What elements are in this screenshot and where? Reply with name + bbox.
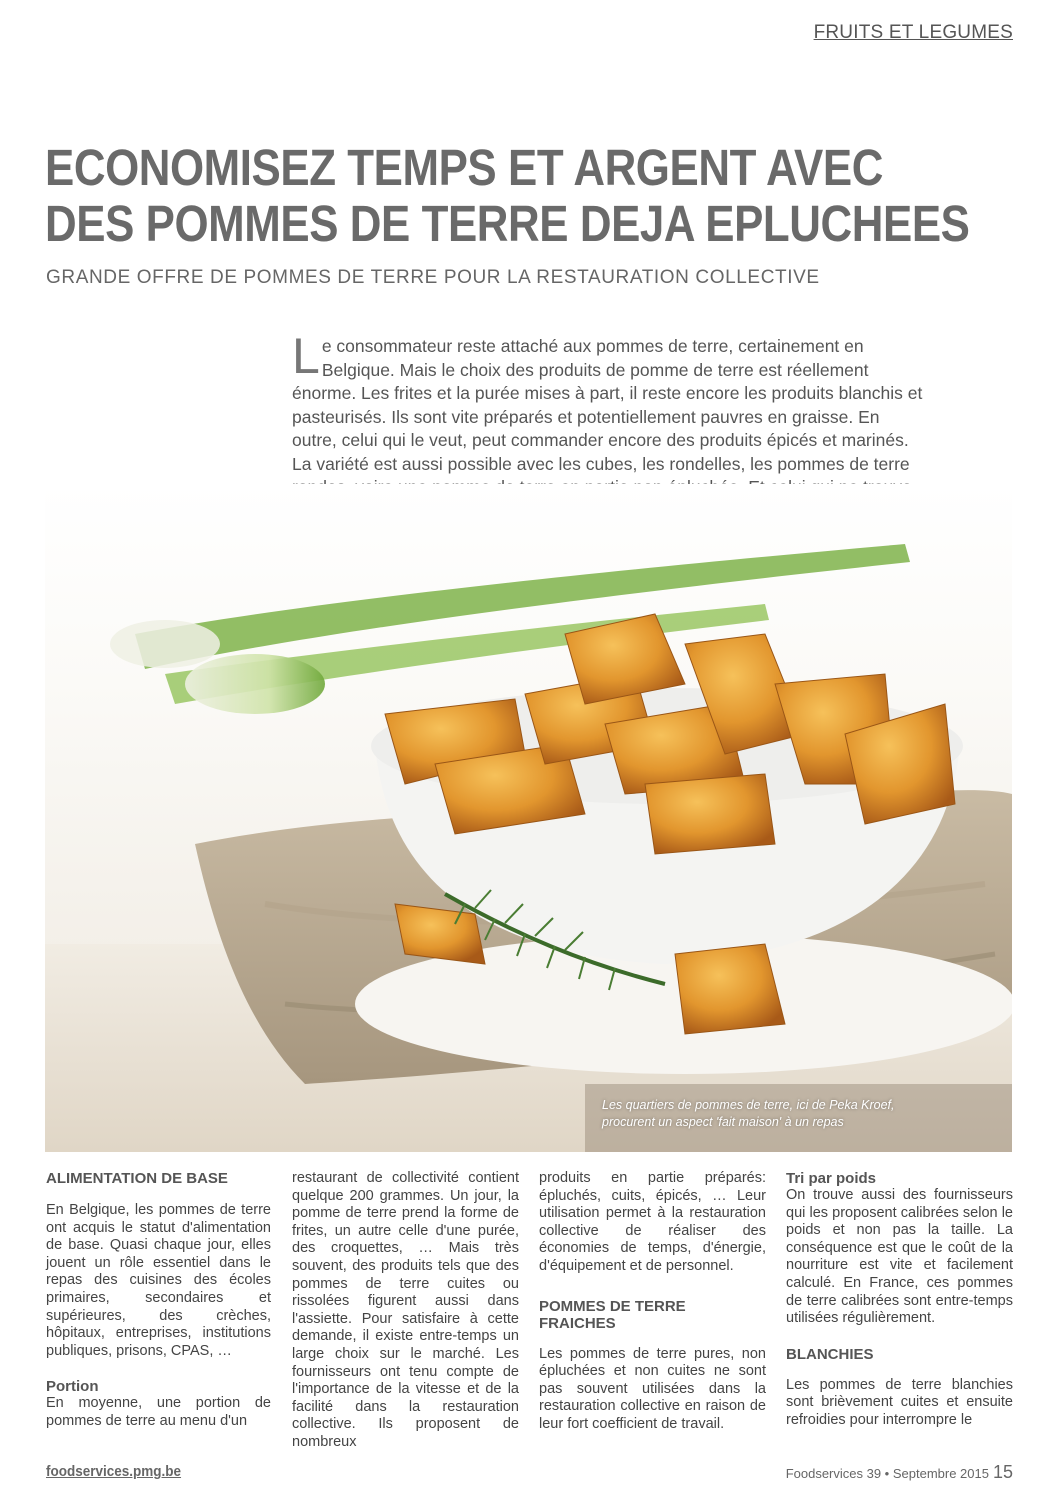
section-tag: FRUITS ET LEGUMES	[813, 22, 1013, 43]
page-number: 15	[992, 1462, 1013, 1482]
paragraph-blanchies: Les pommes de terre blanchies sont brièvement cuites et ensuite refroidies pour interrompre le	[786, 1376, 1013, 1428]
article-subtitle: GRANDE OFFRE DE POMMES DE TERRE POUR LA RESTAURATION COLLECTIVE	[46, 267, 820, 288]
heading-alimentation: ALIMENTATION DE BASE	[46, 1170, 228, 1187]
issue-info: Foodservices 39 • Septembre 2015	[785, 1466, 989, 1481]
intro-text: e consommateur reste attaché aux pommes de terre, certainement en Belgique. Mais le choix des produits de pomme de terre est réellement énorme. Les frites et la purée mises à part, il reste encore les produits blanchis et pasteurisés. Ils sont vite préparés et potentiellement pauvres en graisse. En outre, celui qui le veut, peut commander encore des produits épicés et marinés. La variété est aussi possible avec les cubes, les rondelles, les pommes de terre	[292, 336, 923, 474]
heading-blanchies: BLANCHIES	[786, 1345, 874, 1363]
heading-tri: Tri par poids	[786, 1170, 877, 1187]
title-line-2: DES POMMES DE TERRE DEJA EPLUCHEES	[45, 195, 970, 252]
paragraph-restaurant: restaurant de collectivité contient quelque 200 grammes. Un jour, la pomme de terre prend la forme de frites, un autre celle d'une purée, des croquettes, … Mais très souvent, des produits tels que des pommes de terre cuites ou rissolées figurent aussi dans l'assiette. Pour satisfaire à cette demande, il existe entre-temps un large choix sur le marché. Les fournisseurs ont tenu compte de l'importance de la vitesse et de la facilité dans la restauration collective. Ils proposent de nombreux	[292, 1170, 519, 1450]
drop-cap: L	[292, 328, 320, 384]
column-1	[46, 1170, 271, 1431]
heading-portion: Portion	[46, 1378, 99, 1396]
footer-issue	[786, 1462, 1013, 1483]
column-3	[539, 1170, 766, 1434]
title-line-1: ECONOMISEZ TEMPS ET ARGENT AVEC	[45, 139, 883, 196]
website-link[interactable]: foodservices.pmg.be	[46, 1463, 182, 1480]
heading-fraiches: POMMES DE TERRE FRAICHES	[539, 1297, 686, 1332]
paragraph-produits: produits en partie préparés: épluchés, cuits, épicés, … Leur utilisation permet à la restauration collective de réaliser des économies de temps, d'énergie, d'équipement et de personnel.	[539, 1170, 766, 1274]
caption-line-2: procurent un aspect 'fait maison' à un repas	[602, 1115, 844, 1129]
paragraph-alimentation: En Belgique, les pommes de terre ont acquis le statut d'alimentation de base. Quasi chaque jour, elles jouent un rôle essentiel dans le repas des cuisines des écoles primaires, secondaires et supérieures, des crèches, hôpitaux, entreprises, institutions publiques, prisons, CPAS, …	[46, 1202, 271, 1359]
paragraph-fraiches: Les pommes de terre pures, non épluchées et non cuites ne sont pas souvent utilisées dans la restauration collective en raison de leur fort coefficient de travail.	[539, 1345, 766, 1432]
photo-caption	[602, 1097, 1002, 1131]
article-title	[45, 139, 970, 252]
column-2	[292, 1170, 519, 1452]
caption-line-1: Les quartiers de pommes de terre, ici de Peka Kroef,	[602, 1098, 895, 1112]
potato-illustration	[45, 484, 1012, 1152]
paragraph-portion: En moyenne, une portion de pommes de terre au menu d'un	[46, 1395, 271, 1429]
paragraph-tri: On trouve aussi des fournisseurs qui les proposent calibrées selon le poids et non pas la taille. La conséquence est que le coût de la nourriture est vite et facilement calculé. En France, ces pommes de terre calibrées sont entre-temps utilisées régulièrement.	[786, 1187, 1013, 1327]
potato-photo	[45, 484, 1012, 1152]
column-4	[786, 1170, 1013, 1430]
